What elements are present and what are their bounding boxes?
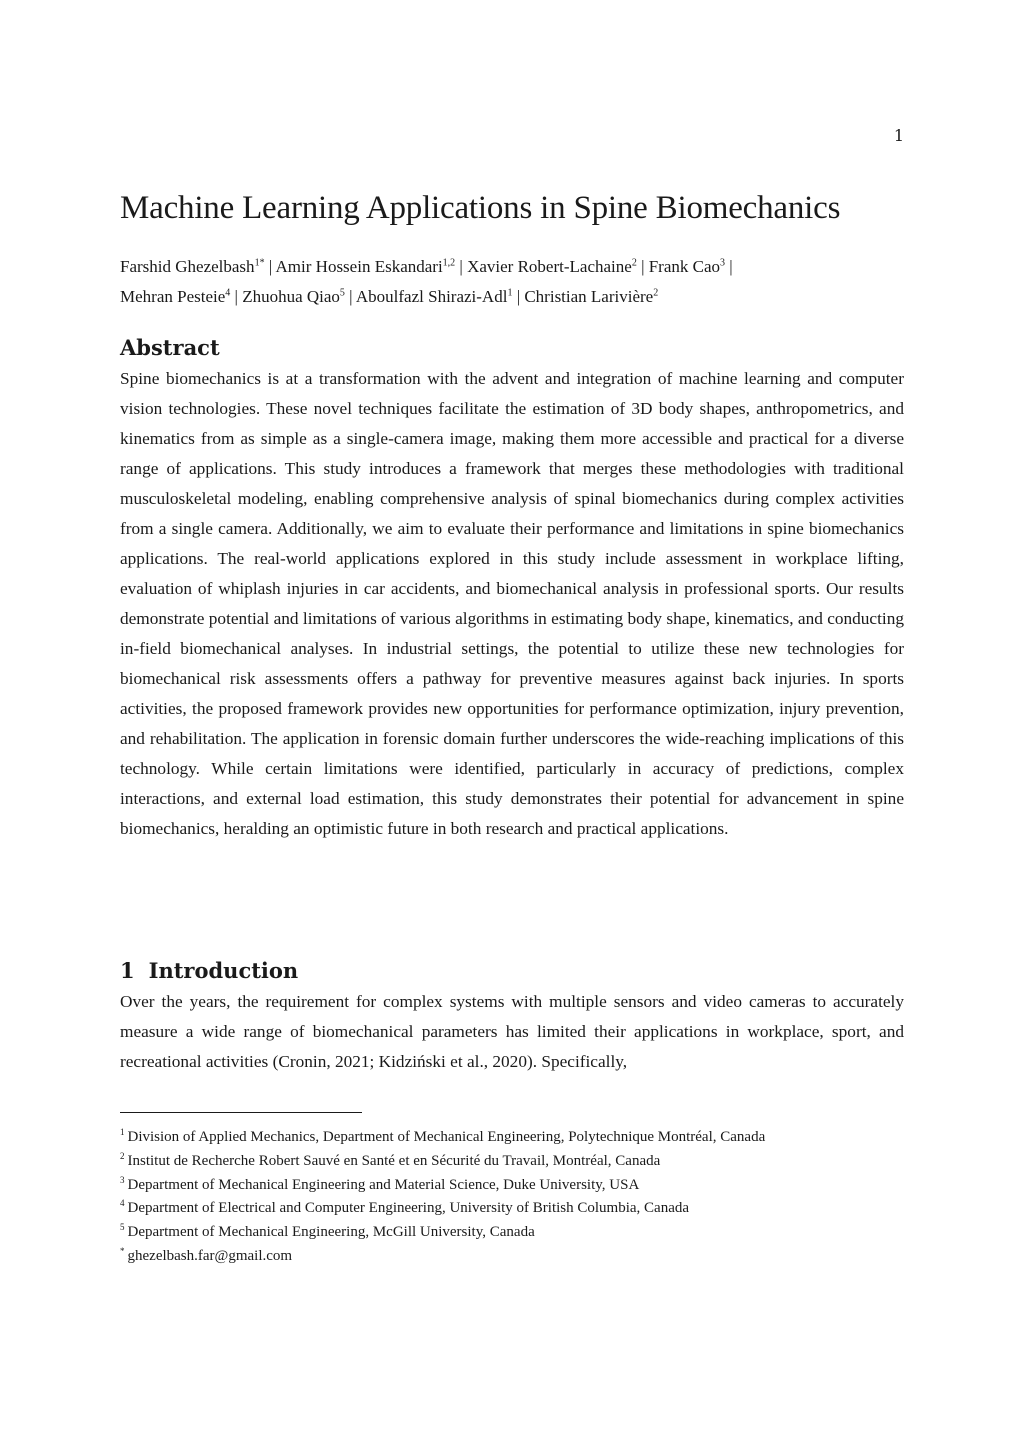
author-name: Christian Larivière bbox=[524, 287, 654, 306]
author-name: Farshid Ghezelbash bbox=[120, 257, 255, 276]
introduction-text: Over the years, the requirement for complex systems with multiple sensors and video cameras to accurately measure a wide range of biomechanical parameters has limited their applications in workplace, sport, and recreational activities (Cronin, 2021; Kidziński et al., 2020). Specifically, bbox=[120, 992, 904, 1071]
footnote-divider bbox=[120, 1112, 362, 1113]
author-name: Aboulfazl Shirazi-Adl bbox=[355, 287, 508, 306]
footnote-text: Institut de Recherche Robert Sauvé en Santé et en Sécurité du Travail, Montréal, Canada bbox=[127, 1152, 661, 1169]
section-title: Introduction bbox=[148, 958, 299, 983]
introduction-heading bbox=[120, 958, 298, 983]
footnote bbox=[120, 1197, 920, 1221]
author-name: Frank Cao bbox=[648, 257, 721, 276]
author-affiliation-mark: 2 bbox=[653, 287, 659, 299]
author-name: Xavier Robert-Lachaine bbox=[467, 257, 632, 276]
author-affiliation-mark: 1* bbox=[254, 257, 265, 269]
author-affiliation-mark: 2 bbox=[631, 257, 637, 269]
footnote-mark: * bbox=[120, 1245, 125, 1256]
footnote bbox=[120, 1174, 920, 1198]
footnote-text: Division of Applied Mechanics, Department of Mechanical Engineering, Polytechnique Montréal, Canada bbox=[127, 1129, 766, 1145]
author-affiliation-mark: 4 bbox=[225, 287, 231, 299]
footnote-mark: 1 bbox=[120, 1127, 125, 1137]
section-number: 1 bbox=[120, 958, 135, 983]
footnote-mark: 5 bbox=[120, 1222, 125, 1233]
footnote bbox=[120, 1221, 920, 1245]
author-list: Farshid Ghezelbash$^{1*}$ | Amir Hossein Eskandari$^{1,2}$ | Xavier Robert-Lachaine$^2$ | Frank Cao$^3$ | Mehran Pesteie$^4$ | Zhuohua Qiao$^5$ | Aboulfazl Shirazi-Adl$^1$ | Christian Larivière$^2$ bbox=[120, 257, 733, 306]
footnote bbox=[120, 1126, 920, 1150]
footnote-mark: 3 bbox=[120, 1174, 125, 1185]
footnote-text: Department of Mechanical Engineering, McGill University, Canada bbox=[127, 1224, 535, 1241]
footnotes bbox=[120, 1126, 920, 1269]
footnote-mark: 4 bbox=[120, 1198, 125, 1209]
author-name: Mehran Pesteie bbox=[120, 287, 226, 306]
author-affiliation-mark: 5 bbox=[339, 287, 345, 299]
page-number: 1 bbox=[893, 126, 904, 145]
author-name: Zhuohua Qiao bbox=[242, 287, 340, 306]
footnote-text: Department of Electrical and Computer Engineering, University of British Columbia, Canada bbox=[127, 1200, 690, 1217]
paper-title: Machine Learning Applications in Spine Biomechanics bbox=[120, 190, 841, 226]
author-affiliation-mark: 1,2 bbox=[442, 257, 456, 269]
abstract-text: Spine biomechanics is at a transformation with the advent and integration of machine learning and computer vision technologies. These novel techniques facilitate the estimation of 3D body shapes, anthropometrics, and kinematics from as simple as a single-camera image, making them more accessible and practical for a diverse range of applications. This study introduces a framework that merges these methodologies with traditional musculoskeletal modeling, enabling comprehensive analysis of spinal biomechanics during complex activities from a single camera. Additionally, we aim to evaluate their performance and limitations in spine biomechanics applications. The real-world applications explored in this study include assessment in workplace lifting, evaluation of whiplash injuries in car accidents, and biomechanical analysis in professional sports. Our results demonstrate potential and limitations of various algorithms in estimating body shape, kinematics, and conducting in-field biomechanical analyses. In industrial settings, the potential to utilize these new technologies for biomechanical risk assessments offers a pathway for preventive measures against back injuries. In sports activities, the proposed framework provides new opportunities for performance optimization, injury prevention, and rehabilitation. The application in forensic domain further underscores the wide-reaching implications of this technology. While certain limitations were identified, particularly in accuracy of predictions, complex interactions, and external load estimation, this study demonstrates their potential for advancement in spine biomechanics, heralding an optimistic future in both research and practical applications. bbox=[120, 369, 904, 838]
footnote-email[interactable]: ghezelbash.far@gmail.com bbox=[127, 1247, 293, 1264]
footnote-mark: 2 bbox=[120, 1150, 125, 1161]
author-affiliation-mark: 3 bbox=[720, 257, 726, 269]
footnote bbox=[120, 1245, 920, 1269]
abstract-heading: Abstract bbox=[120, 335, 220, 360]
author-name: Amir Hossein Eskandari bbox=[275, 257, 443, 276]
footnote bbox=[120, 1150, 920, 1174]
author-affiliation-mark: 1 bbox=[507, 287, 513, 299]
footnote-text: Department of Mechanical Engineering and Material Science, Duke University, USA bbox=[127, 1176, 640, 1193]
